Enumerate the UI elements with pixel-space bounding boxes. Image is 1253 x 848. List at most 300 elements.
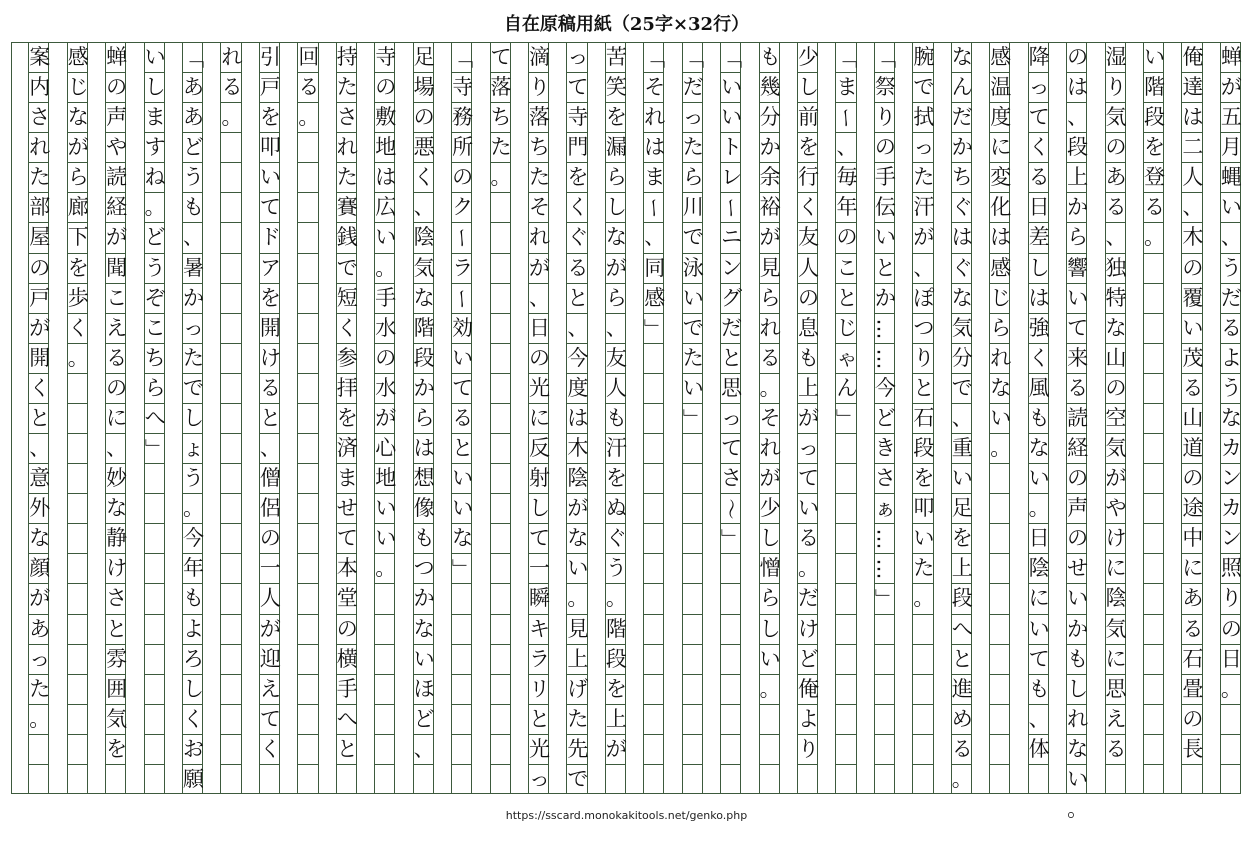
manuscript-char: じ: [990, 285, 1012, 310]
manuscript-char: 。: [1143, 225, 1165, 250]
manuscript-char: 短: [336, 285, 358, 310]
manuscript-char: ラ: [528, 646, 550, 671]
manuscript-column: [989, 42, 1010, 794]
manuscript-char: な: [106, 496, 128, 521]
manuscript-char: 見: [759, 255, 781, 280]
manuscript-char: レ: [721, 165, 743, 190]
manuscript-char: 」: [718, 528, 743, 550]
cell-divider: [145, 493, 164, 494]
cell-divider: [221, 403, 240, 404]
manuscript-char: い: [144, 45, 166, 69]
manuscript-char: が: [528, 255, 550, 280]
manuscript-char: ぞ: [144, 285, 166, 310]
cell-divider: [452, 222, 471, 223]
manuscript-char: 気: [1105, 436, 1127, 461]
cell-divider: [221, 343, 240, 344]
cell-divider: [990, 523, 1009, 524]
manuscript-char: ま: [336, 466, 358, 491]
manuscript-char: も: [605, 405, 627, 430]
manuscript-char: り: [874, 105, 896, 130]
manuscript-char: 。: [1220, 676, 1242, 701]
cell-divider: [29, 734, 48, 735]
manuscript-char: に: [1182, 556, 1204, 581]
manuscript-char: 場: [413, 75, 435, 100]
manuscript-char: ン: [721, 255, 743, 280]
manuscript-char: て: [490, 45, 512, 69]
cell-divider: [68, 493, 87, 494]
cell-divider: [298, 614, 317, 615]
manuscript-char: カ: [1220, 436, 1242, 461]
cell-divider: [1144, 674, 1163, 675]
cell-divider: [644, 463, 663, 464]
cell-divider: [298, 283, 317, 284]
manuscript-char: と: [29, 405, 51, 430]
manuscript-char: は: [1028, 285, 1050, 310]
cell-divider: [491, 523, 510, 524]
manuscript-char: が: [913, 225, 935, 250]
manuscript-char: ん: [951, 75, 973, 100]
manuscript-char: る: [951, 736, 973, 761]
manuscript-char: し: [183, 405, 205, 430]
manuscript-char: 外: [29, 496, 51, 521]
manuscript-char: 、: [106, 436, 128, 461]
manuscript-char: 手: [874, 165, 896, 190]
cell-divider: [375, 644, 394, 645]
manuscript-char: へ: [336, 706, 358, 731]
cell-divider: [683, 674, 702, 675]
cell-divider: [298, 704, 317, 705]
cell-divider: [836, 764, 855, 765]
manuscript-char: 特: [1105, 285, 1127, 310]
manuscript-char: 囲: [106, 676, 128, 701]
cell-divider: [1144, 313, 1163, 314]
manuscript-char: 蝉: [1220, 45, 1242, 69]
cell-divider: [221, 283, 240, 284]
cell-divider: [145, 674, 164, 675]
manuscript-char: 。: [298, 105, 320, 130]
manuscript-char: 。: [490, 165, 512, 190]
cell-divider: [221, 523, 240, 524]
manuscript-char: の: [29, 255, 51, 280]
cell-divider: [798, 764, 817, 765]
manuscript-char: 。: [913, 586, 935, 611]
manuscript-char: 上: [605, 706, 627, 731]
manuscript-char: 雰: [106, 646, 128, 671]
manuscript-char: 年: [836, 195, 858, 220]
manuscript-char: よ: [798, 706, 820, 731]
manuscript-char: 、: [1067, 105, 1089, 130]
manuscript-char: 気: [951, 315, 973, 340]
cell-divider: [221, 734, 240, 735]
cell-divider: [683, 704, 702, 705]
manuscript-char: ゃ: [836, 345, 858, 370]
manuscript-char: …: [872, 318, 897, 340]
manuscript-char: と: [836, 285, 858, 310]
cell-divider: [298, 583, 317, 584]
manuscript-char: い: [1067, 285, 1089, 310]
manuscript-char: ね: [144, 165, 166, 190]
manuscript-char: 少: [798, 45, 820, 69]
manuscript-char: る: [1105, 736, 1127, 761]
cell-divider: [836, 583, 855, 584]
manuscript-char: 独: [1105, 255, 1127, 280]
cell-divider: [298, 493, 317, 494]
manuscript-char: 像: [413, 496, 435, 521]
manuscript-char: の: [1182, 706, 1204, 731]
manuscript-char: そ: [528, 195, 550, 220]
cell-divider: [836, 493, 855, 494]
manuscript-char: え: [259, 676, 281, 701]
cell-divider: [875, 614, 894, 615]
manuscript-char: れ: [759, 436, 781, 461]
manuscript-char: 差: [1028, 225, 1050, 250]
manuscript-char: が: [605, 736, 627, 761]
cell-divider: [913, 644, 932, 645]
manuscript-char: た: [336, 75, 358, 100]
manuscript-char: い: [721, 75, 743, 100]
manuscript-char: つ: [413, 556, 435, 581]
cell-divider: [298, 192, 317, 193]
manuscript-char: の: [106, 375, 128, 400]
manuscript-char: る: [1220, 315, 1242, 340]
manuscript-char: ぐ: [567, 225, 589, 250]
manuscript-char: を: [106, 736, 128, 761]
cell-divider: [29, 764, 48, 765]
manuscript-char: の: [106, 75, 128, 100]
manuscript-char: 蝿: [1220, 165, 1242, 190]
manuscript-char: 余: [759, 165, 781, 190]
manuscript-char: 、: [567, 315, 589, 340]
cell-divider: [875, 583, 894, 584]
manuscript-char: 迎: [259, 646, 281, 671]
cell-divider: [836, 433, 855, 434]
manuscript-char: り: [913, 345, 935, 370]
cell-divider: [221, 132, 240, 133]
manuscript-char: 叩: [259, 135, 281, 160]
cell-divider: [875, 343, 894, 344]
cell-divider: [298, 403, 317, 404]
manuscript-char: る: [106, 345, 128, 370]
manuscript-char: ど: [183, 135, 205, 160]
manuscript-char: あ: [183, 75, 205, 100]
manuscript-char: が: [29, 586, 51, 611]
cell-divider: [452, 704, 471, 705]
manuscript-char: を: [567, 165, 589, 190]
manuscript-char: の: [836, 225, 858, 250]
cell-divider: [1144, 614, 1163, 615]
cell-divider: [644, 403, 663, 404]
cell-divider: [1144, 463, 1163, 464]
manuscript-char: 引: [259, 45, 281, 69]
manuscript-char: 一: [528, 556, 550, 581]
cell-divider: [68, 704, 87, 705]
manuscript-char: は: [1067, 75, 1089, 100]
manuscript-char: 風: [1028, 375, 1050, 400]
manuscript-char: 寺: [567, 105, 589, 130]
manuscript-char: つ: [913, 315, 935, 340]
manuscript-char: は: [644, 135, 666, 160]
manuscript-char: 「: [718, 47, 743, 69]
manuscript-char: 光: [528, 375, 550, 400]
manuscript-char: が: [567, 496, 589, 521]
cell-divider: [836, 614, 855, 615]
cell-divider: [221, 553, 240, 554]
manuscript-char: 。: [29, 706, 51, 731]
manuscript-char: は: [1182, 105, 1204, 130]
manuscript-char: の: [1220, 616, 1242, 641]
manuscript-char: る: [298, 75, 320, 100]
manuscript-char: い: [1143, 45, 1165, 69]
manuscript-char: 「: [641, 47, 666, 69]
manuscript-char: こ: [106, 285, 128, 310]
manuscript-char: 水: [375, 375, 397, 400]
manuscript-char: 強: [1028, 315, 1050, 340]
manuscript-char: 拝: [336, 375, 358, 400]
cell-divider: [298, 463, 317, 464]
cell-divider: [1144, 523, 1163, 524]
manuscript-char: 友: [605, 345, 627, 370]
manuscript-char: 足: [951, 496, 973, 521]
manuscript-char: 月: [1220, 135, 1242, 160]
manuscript-char: 感: [644, 285, 666, 310]
cell-divider: [683, 614, 702, 615]
cell-divider: [644, 373, 663, 374]
manuscript-char: 木: [1182, 225, 1204, 250]
manuscript-char: 横: [336, 646, 358, 671]
manuscript-char: 山: [1105, 345, 1127, 370]
manuscript-char: 漏: [605, 135, 627, 160]
manuscript-char: ど: [144, 225, 166, 250]
cell-divider: [721, 704, 740, 705]
manuscript-char: と: [951, 646, 973, 671]
manuscript-char: う: [144, 255, 166, 280]
cell-divider: [721, 734, 740, 735]
manuscript-char: の: [1067, 526, 1089, 551]
manuscript-char: 、: [1028, 706, 1050, 731]
cell-divider: [1144, 493, 1163, 494]
manuscript-char: 手: [375, 285, 397, 310]
manuscript-char: な: [951, 285, 973, 310]
cell-divider: [760, 764, 779, 765]
cell-divider: [1144, 343, 1163, 344]
manuscript-char: て: [259, 706, 281, 731]
manuscript-char: も: [759, 45, 781, 69]
manuscript-char: で: [567, 766, 589, 791]
cell-divider: [1144, 644, 1163, 645]
cell-divider: [68, 674, 87, 675]
manuscript-char: れ: [644, 105, 666, 130]
manuscript-char: ろ: [183, 646, 205, 671]
manuscript-char: 道: [1182, 436, 1204, 461]
manuscript-char: が: [1105, 466, 1127, 491]
manuscript-char: 意: [29, 466, 51, 491]
cell-divider: [1144, 403, 1163, 404]
manuscript-char: 銭: [336, 225, 358, 250]
manuscript-char: 上: [798, 375, 820, 400]
cell-divider: [990, 674, 1009, 675]
manuscript-char: の: [1182, 255, 1204, 280]
cell-divider: [1221, 764, 1240, 765]
manuscript-char: 経: [1067, 436, 1089, 461]
manuscript-char: え: [106, 315, 128, 340]
cell-divider: [491, 764, 510, 765]
cell-divider: [414, 764, 433, 765]
manuscript-char: 「: [834, 47, 859, 69]
manuscript-char: 段: [1067, 135, 1089, 160]
manuscript-char: て: [528, 526, 550, 551]
cell-divider: [221, 373, 240, 374]
manuscript-char: な: [29, 526, 51, 551]
manuscript-char: と: [874, 255, 896, 280]
cell-divider: [375, 674, 394, 675]
manuscript-char: よ: [1220, 345, 1242, 370]
manuscript-char: も: [183, 195, 205, 220]
manuscript-char: 開: [259, 315, 281, 340]
manuscript-char: が: [29, 315, 51, 340]
manuscript-char: 日: [528, 315, 550, 340]
manuscript-char: 汗: [605, 436, 627, 461]
manuscript-char: 、: [259, 436, 281, 461]
manuscript-char: 来: [1067, 345, 1089, 370]
manuscript-char: ー: [449, 227, 474, 249]
manuscript-char: は: [567, 405, 589, 430]
cell-divider: [145, 644, 164, 645]
cell-divider: [375, 614, 394, 615]
manuscript-char: 拭: [913, 105, 935, 130]
cell-divider: [145, 764, 164, 765]
manuscript-char: と: [528, 706, 550, 731]
manuscript-column: [566, 42, 587, 794]
manuscript-char: …: [872, 528, 897, 550]
manuscript-char: っ: [798, 436, 820, 461]
cell-divider: [875, 523, 894, 524]
manuscript-char: か: [759, 135, 781, 160]
manuscript-char: 二: [1182, 135, 1204, 160]
manuscript-char: く: [29, 375, 51, 400]
manuscript-char: い: [452, 345, 474, 370]
manuscript-char: 歩: [67, 285, 89, 310]
manuscript-char: 同: [644, 255, 666, 280]
manuscript-char: い: [759, 646, 781, 671]
manuscript-char: へ: [951, 616, 973, 641]
manuscript-char: い: [798, 496, 820, 521]
manuscript-char: が: [375, 405, 397, 430]
cell-divider: [644, 704, 663, 705]
cell-divider: [721, 644, 740, 645]
cell-divider: [721, 192, 740, 193]
manuscript-char: 祭: [874, 75, 896, 100]
manuscript-char: ょ: [183, 436, 205, 461]
manuscript-char: ち: [528, 135, 550, 160]
cell-divider: [606, 764, 625, 765]
manuscript-char: ド: [259, 225, 281, 250]
manuscript-char: ど: [413, 706, 435, 731]
cell-divider: [221, 313, 240, 314]
cell-divider: [491, 283, 510, 284]
manuscript-char: と: [567, 285, 589, 310]
cell-divider: [68, 553, 87, 554]
manuscript-char: ら: [605, 285, 627, 310]
manuscript-char: る: [452, 405, 474, 430]
cell-divider: [721, 674, 740, 675]
cell-divider: [836, 102, 855, 103]
manuscript-char: 俺: [1182, 45, 1204, 69]
manuscript-char: が: [67, 135, 89, 160]
manuscript-char: 瞬: [528, 586, 550, 611]
manuscript-char: い: [990, 405, 1012, 430]
manuscript-char: く: [413, 165, 435, 190]
manuscript-char: ぽ: [913, 285, 935, 310]
manuscript-column: [1066, 42, 1089, 821]
manuscript-char: 、: [951, 405, 973, 430]
manuscript-char: ン: [1220, 466, 1242, 491]
cell-divider: [298, 373, 317, 374]
cell-divider: [836, 734, 855, 735]
manuscript-char: い: [721, 105, 743, 130]
cell-divider: [683, 644, 702, 645]
manuscript-char: 静: [106, 526, 128, 551]
manuscript-char: く: [567, 195, 589, 220]
manuscript-char: カ: [1220, 496, 1242, 521]
manuscript-char: 地: [375, 135, 397, 160]
manuscript-char: 戸: [29, 285, 51, 310]
manuscript-char: 気: [413, 255, 435, 280]
manuscript-char: を: [798, 135, 820, 160]
manuscript-char: と: [721, 345, 743, 370]
cell-divider: [683, 403, 702, 404]
cell-divider: [913, 734, 932, 735]
manuscript-char: で: [682, 315, 704, 340]
cell-divider: [1182, 764, 1201, 765]
manuscript-char: 度: [567, 375, 589, 400]
manuscript-char: し: [605, 195, 627, 220]
manuscript-char: た: [29, 676, 51, 701]
manuscript-char: 」: [872, 588, 897, 610]
manuscript-char: り: [1220, 586, 1242, 611]
manuscript-char: 。: [144, 195, 166, 220]
manuscript-column: [220, 42, 241, 794]
manuscript-char: た: [336, 165, 358, 190]
manuscript-char: 達: [1182, 75, 1204, 100]
manuscript-char: う: [1220, 375, 1242, 400]
cell-divider: [491, 373, 510, 374]
manuscript-char: た: [528, 165, 550, 190]
manuscript-column: [874, 42, 895, 794]
manuscript-char: 進: [951, 676, 973, 701]
manuscript-char: か: [183, 285, 205, 310]
cell-divider: [683, 553, 702, 554]
manuscript-char: 足: [413, 45, 435, 69]
manuscript-char: い: [375, 225, 397, 250]
manuscript-char: け: [798, 616, 820, 641]
manuscript-char: 陰: [413, 225, 435, 250]
cell-divider: [221, 704, 240, 705]
manuscript-char: で: [183, 375, 205, 400]
cell-divider: [491, 583, 510, 584]
manuscript-char: 。: [605, 586, 627, 611]
manuscript-char: 川: [682, 195, 704, 220]
cell-divider: [491, 553, 510, 554]
manuscript-char: 息: [798, 315, 820, 340]
cell-divider: [990, 583, 1009, 584]
manuscript-char: い: [682, 285, 704, 310]
manuscript-char: さ: [29, 105, 51, 130]
cell-divider: [913, 674, 932, 675]
manuscript-char: 前: [798, 105, 820, 130]
cell-divider: [298, 222, 317, 223]
manuscript-char: っ: [29, 646, 51, 671]
cell-divider: [875, 553, 894, 554]
